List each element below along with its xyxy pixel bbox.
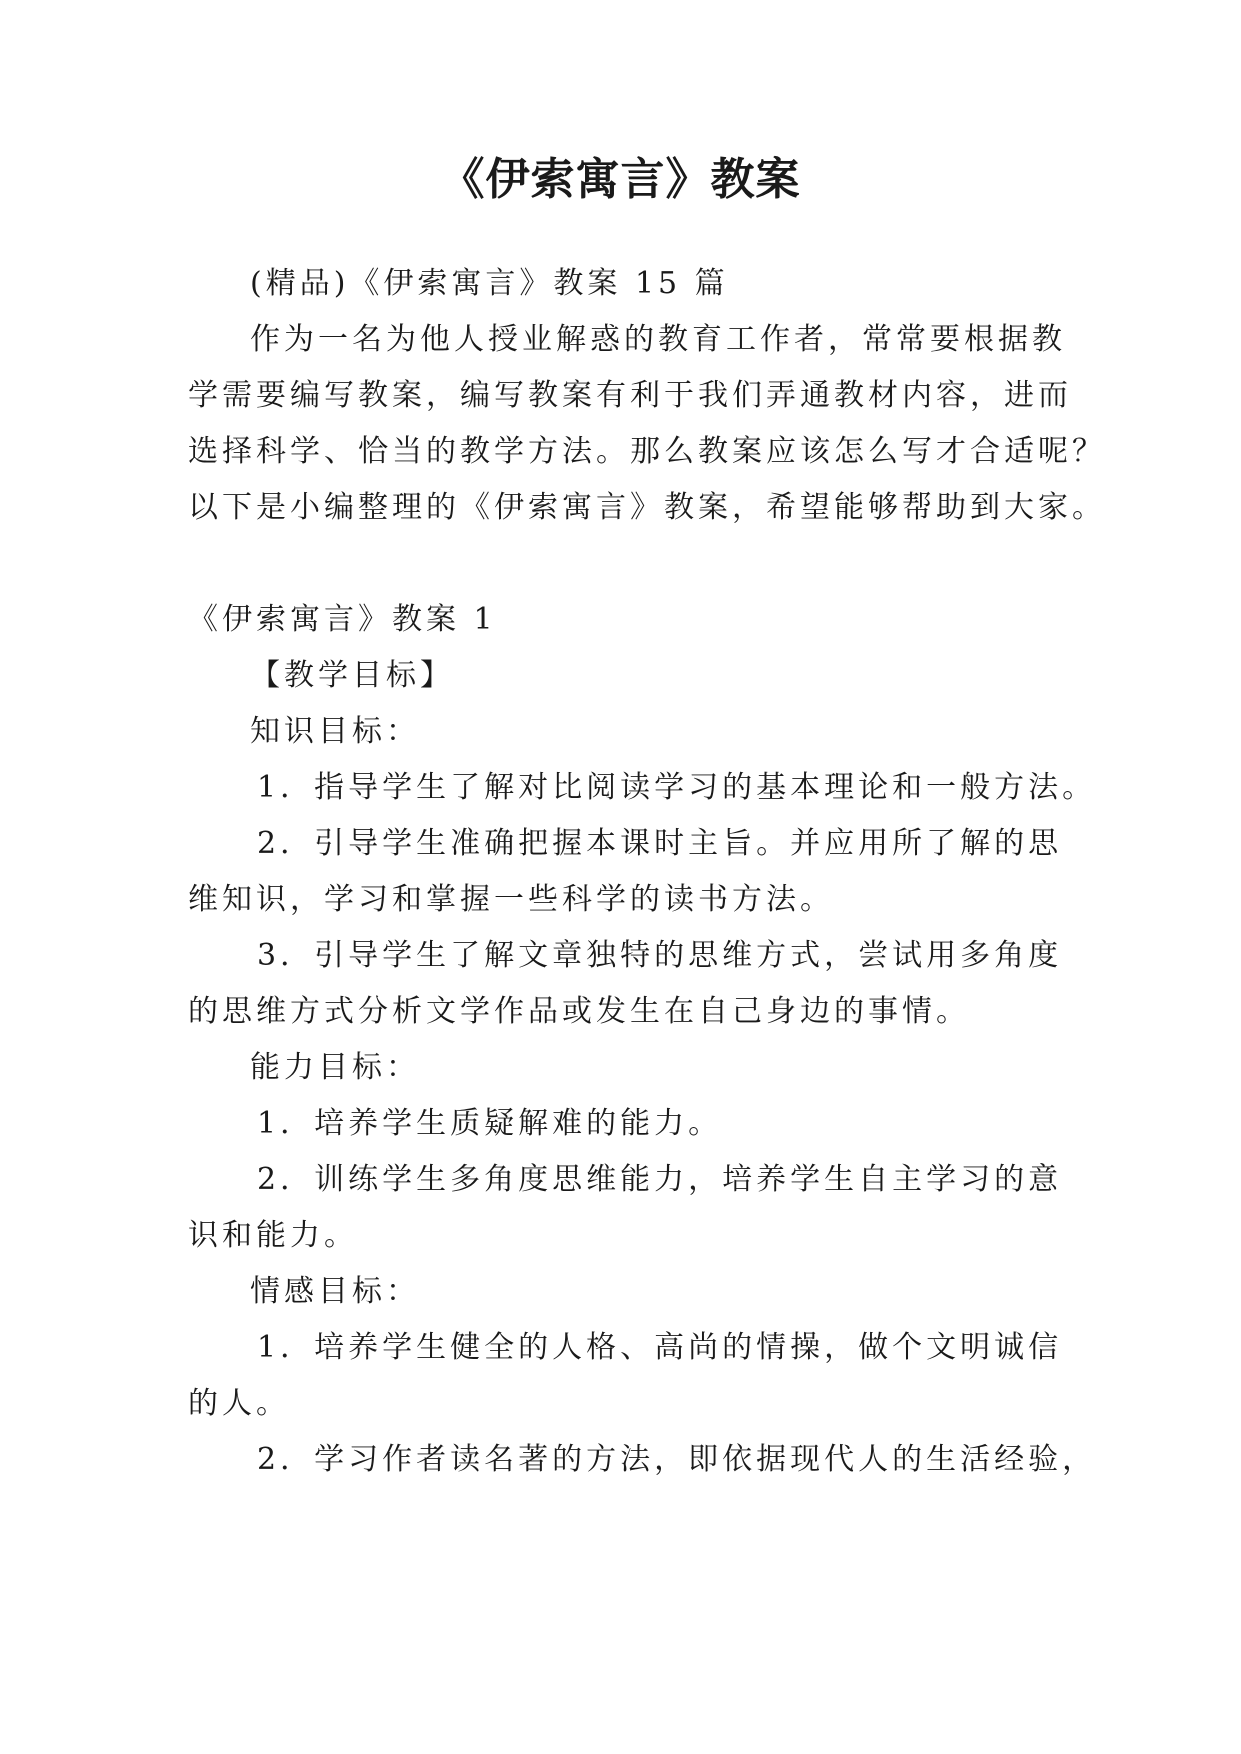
knowledge-item-3-cont: 的思维方式分析文学作品或发生在自己身边的事情。 — [188, 994, 970, 1029]
knowledge-item-1: 1．指导学生了解对比阅读学习的基本理论和一般方法。 — [257, 770, 1097, 805]
knowledge-item-3: 3．引导学生了解文章独特的思维方式，尝试用多角度 — [257, 938, 1063, 973]
subtitle-line: (精品)《伊索寓言》教案 15 篇 — [250, 266, 729, 301]
teaching-goals-heading: 【教学目标】 — [250, 658, 454, 693]
intro-line-3: 选择科学、恰当的教学方法。那么教案应该怎么写才合适呢？ — [188, 434, 1106, 469]
emotion-item-2: 2．学习作者读名著的方法，即依据现代人的生活经验， — [257, 1442, 1097, 1477]
emotion-goals-label: 情感目标： — [250, 1274, 420, 1309]
knowledge-item-2-cont: 维知识，学习和掌握一些科学的读书方法。 — [188, 882, 834, 917]
intro-line-4: 以下是小编整理的《伊索寓言》教案，希望能够帮助到大家。 — [188, 490, 1106, 525]
ability-item-2: 2．训练学生多角度思维能力，培养学生自主学习的意 — [257, 1162, 1063, 1197]
ability-goals-label: 能力目标： — [250, 1050, 420, 1085]
knowledge-goals-label: 知识目标： — [250, 714, 420, 749]
intro-line-1: 作为一名为他人授业解惑的教育工作者，常常要根据教 — [250, 322, 1066, 357]
section-heading: 《伊索寓言》教案 1 — [188, 602, 497, 637]
knowledge-item-2: 2．引导学生准确把握本课时主旨。并应用所了解的思 — [257, 826, 1063, 861]
ability-item-2-cont: 识和能力。 — [188, 1218, 358, 1253]
intro-line-2: 学需要编写教案，编写教案有利于我们弄通教材内容，进而 — [188, 378, 1072, 413]
ability-item-1: 1．培养学生质疑解难的能力。 — [257, 1106, 723, 1141]
emotion-item-1-cont: 的人。 — [188, 1386, 290, 1421]
document-title: 《伊索寓言》教案 — [440, 154, 801, 205]
emotion-item-1: 1．培养学生健全的人格、高尚的情操，做个文明诚信 — [257, 1330, 1063, 1365]
